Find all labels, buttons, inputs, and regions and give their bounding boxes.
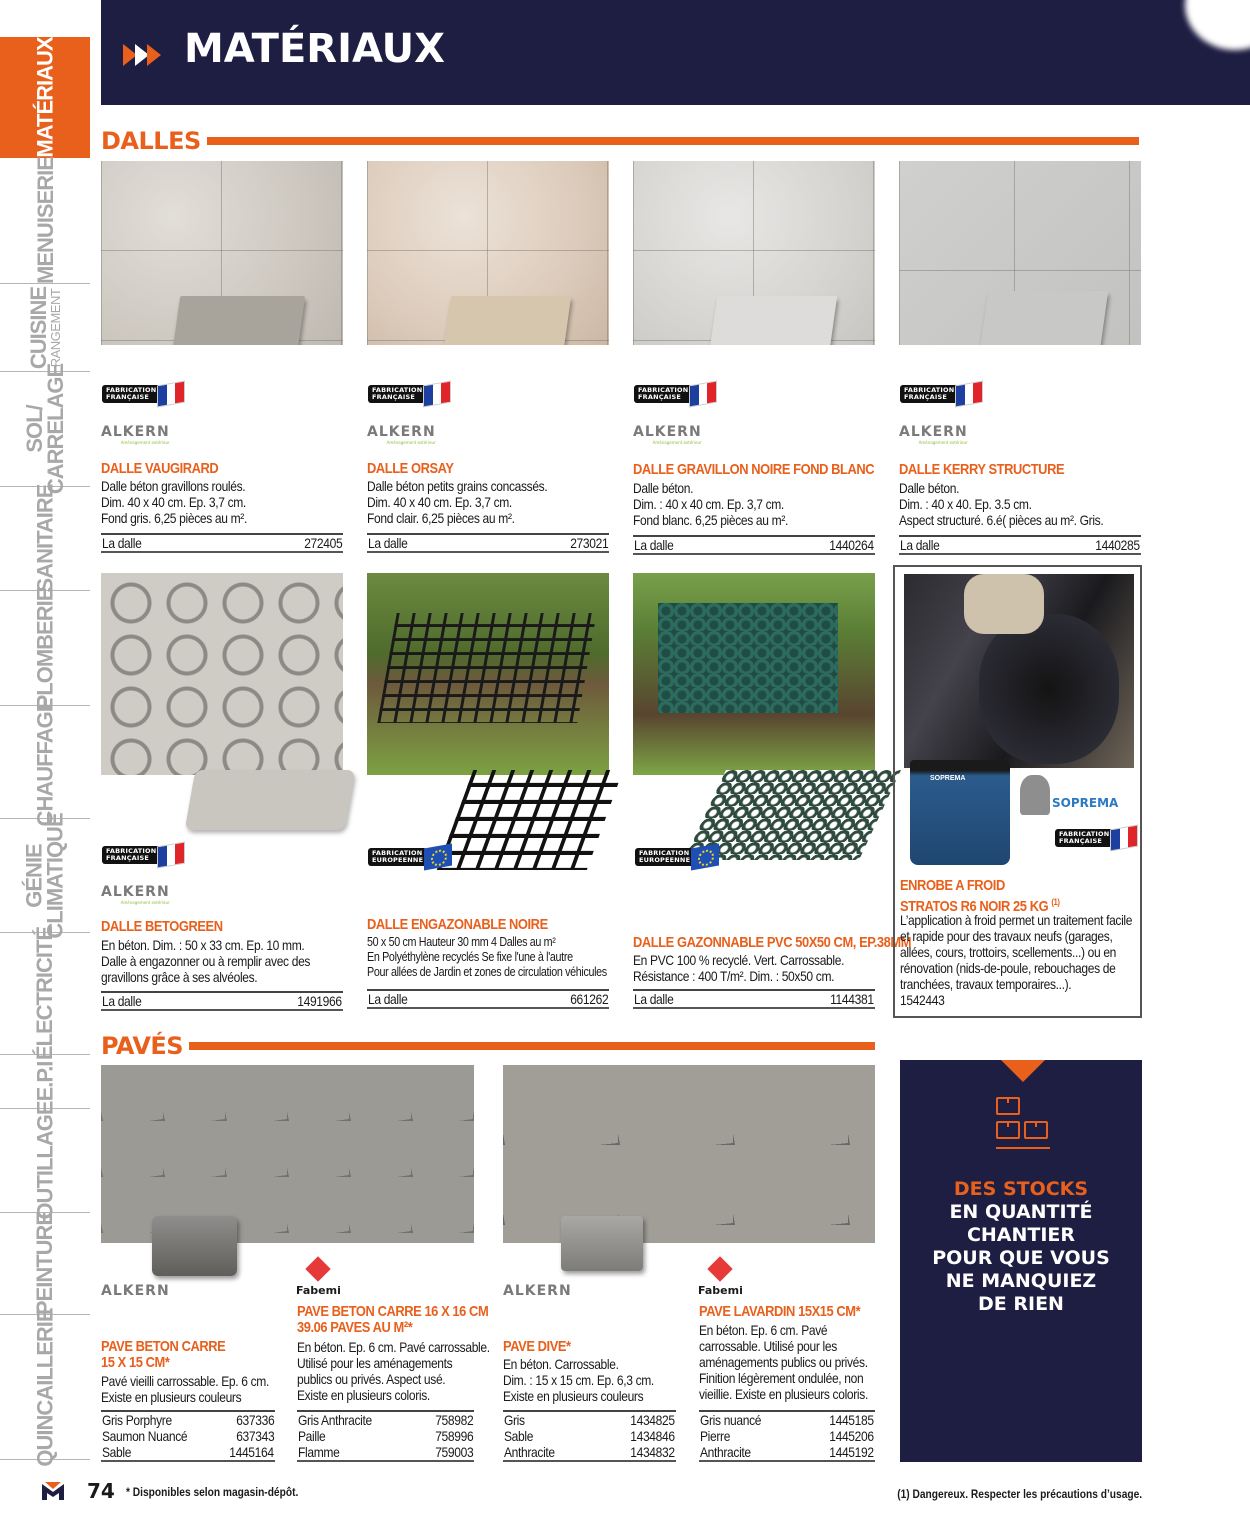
slab-image (980, 291, 1108, 345)
tab-label: ÉLECTRICITÉ (32, 926, 58, 1061)
variant-row: Sable 1445164 (102, 1444, 274, 1460)
product-description: En béton. Carrossable. Dim. : 15 x 15 cm. Ep. 6,3 cm. Existe en plusieurs couleurs (503, 1356, 654, 1404)
hex-grid (658, 603, 838, 713)
tab-label: QUINCAILLERIE (32, 1307, 58, 1467)
variant-table (503, 1410, 676, 1462)
reference-table (367, 989, 609, 1009)
product-image-pave-dive (503, 1065, 875, 1243)
tab-label-sub: RANGEMENT (48, 288, 63, 367)
french-flag-icon (1110, 825, 1138, 852)
variant-row: Anthracite 1445192 (700, 1444, 874, 1460)
tab-label: CHAUFFAGE (32, 698, 58, 826)
variant-row: Gris 1434825 (504, 1412, 675, 1428)
sidebar-item-genie-climatique[interactable] (0, 812, 90, 939)
variant-row: Gris nuancé 1445185 (700, 1412, 874, 1428)
product-title: DALLE ENGAZONABLE NOIRE (367, 916, 548, 933)
product-description: Pavé vieilli carrossable. Ep. 6 cm. Existe en plusieurs couleurs (101, 1373, 269, 1405)
engazonable-slab-image (437, 770, 623, 870)
asphalt-bag (979, 614, 1119, 764)
side-nav (0, 0, 90, 1470)
pave-sample-image (561, 1216, 643, 1271)
badge-fabrication-europeenne: FABRICATION EUROPEENNE (368, 846, 452, 868)
promo-text: DES STOCKS EN QUANTITÉ CHANTIER POUR QUE VOUS NE MANQUIEZ DE RIEN (932, 1178, 1110, 1315)
reference-row: La dalle 661262 (368, 991, 608, 1007)
tab-label (28, 286, 62, 368)
slab-image (172, 296, 305, 345)
tab-label-main: GÉNIE (22, 843, 47, 908)
badge-fabrication-francaise: FABRICATION FRANÇAISE (368, 383, 451, 405)
footnote-danger: (1) Dangereux. Respecter les précautions d’usage. (897, 1487, 1142, 1501)
product-title: PAVE BETON CARRE 15 X 15 CM* (101, 1338, 226, 1371)
tab-label-sub: CLIMATIQUE (43, 812, 68, 939)
tab-label-main: SOL/ (22, 405, 47, 453)
alkern-logo: ALKERN Aménagement extérieur (101, 884, 170, 905)
double-chevron-right-icon (123, 44, 159, 66)
section-title-dalles (101, 127, 1139, 155)
alkern-logo: ALKERN Aménagement extérieur (367, 424, 436, 445)
product-title: DALLE KERRY STRUCTURE (899, 461, 1065, 478)
tab-label: OUTILLAGE (32, 1101, 58, 1220)
product-description: Dalle béton. Dim. : 40 x 40 cm. Ep. 3,7 cm. Fond blanc. 6,25 pièces au m². (633, 480, 789, 528)
product-image-engazonable (367, 573, 609, 775)
french-flag-icon (157, 842, 185, 869)
variant-table (101, 1410, 275, 1462)
sidebar-item-outillage[interactable] (0, 1101, 90, 1220)
product-description: Dalle béton gravillons roulés. Dim. 40 x 40 cm. Ep. 3,7 cm. Fond gris. 6,25 pièces au m². (101, 478, 247, 526)
glove (964, 574, 1044, 634)
product-description: Dalle béton petits grains concassés. Dim. 40 x 40 cm. Ep. 3,7 cm. Fond clair. 6,25 pièces au m². (367, 478, 548, 526)
slab-image (443, 296, 571, 345)
badge-fabrication-francaise: FABRICATION FRANÇAISE (102, 844, 185, 866)
variant-row: Saumon Nuancé 637343 (102, 1428, 274, 1444)
stacked-boxes-icon (996, 1097, 1054, 1149)
reference-row: La dalle 1440264 (634, 537, 874, 553)
sidebar-item-peinture[interactable] (0, 1213, 90, 1315)
alkern-logo: ALKERN Aménagement extérieur (101, 424, 170, 445)
product-title: PAVE LAVARDIN 15X15 CM* (699, 1303, 861, 1320)
triangle-pointer-icon (1001, 1060, 1045, 1082)
variant-row: Pierre 1445206 (700, 1428, 874, 1444)
enrobe-bucket-image: SOPREMA (910, 760, 1010, 865)
section-title-text: PAVÉS (101, 1032, 184, 1060)
product-description: 50 x 50 cm Hauteur 30 mm 4 Dalles au m² En Polyéthylène recyclés Se fixe l'une à l'autre Pour allées de Jardin et zones de circulation véhicules (367, 935, 607, 979)
product-title: DALLE GRAVILLON NOIRE FOND BLANC (633, 461, 875, 478)
soprema-logo: SOPREMA (1052, 796, 1119, 810)
sidebar-item-materiaux[interactable] (0, 37, 90, 158)
product-description: En béton. Ep. 6 cm. Pavé carrossable. Utilisé pour les aménagements publics ou privés. Aspect usé. Existe en plusieurs coloris. (297, 1339, 490, 1403)
product-title: PAVE BETON CARRE 16 X 16 CM 39.06 PAVES AU M²* (297, 1303, 489, 1336)
product-image-betogreen (101, 573, 343, 775)
section-divider (189, 1042, 875, 1050)
french-flag-icon (157, 381, 185, 408)
product-title: DALLE VAUGIRARD (101, 460, 219, 477)
french-flag-icon (689, 381, 717, 408)
reference-table (101, 991, 343, 1011)
tab-label: PEINTURE (32, 1211, 58, 1316)
reference-table (633, 535, 875, 555)
variant-row: Flamme 759003 (298, 1444, 473, 1460)
variant-row: Sable 1434846 (504, 1428, 675, 1444)
product-image-enrobe (904, 574, 1134, 768)
product-title: PAVE DIVE* (503, 1338, 571, 1355)
tab-label: E.P.I (32, 1061, 58, 1102)
tab-label: SANITAIRE (32, 484, 58, 593)
reference-row: La dalle 1491966 (102, 993, 342, 1009)
product-image-orsay (367, 161, 609, 345)
brand-m-logo-icon (42, 1482, 64, 1500)
sidebar-item-sol-carrelage[interactable] (0, 363, 90, 495)
betogreen-slab-image (185, 770, 356, 830)
reference-row: La dalle 272405 (102, 535, 342, 551)
product-description: En béton. Dim. : 50 x 33 cm. Ep. 10 mm. Dalle à engazonner ou à remplir avec des gravillons grâce à ses alvéoles. (101, 937, 311, 985)
sidebar-item-chauffage[interactable] (0, 698, 90, 826)
tab-label-sub: CARRELAGE (43, 363, 68, 495)
grass-grid (377, 613, 596, 723)
reference-table (367, 533, 609, 553)
fabemi-logo: Fabemi (296, 1260, 341, 1297)
product-title: DALLE GAZONNABLE PVC 50X50 CM, EP.38MM (633, 934, 912, 951)
product-description: En PVC 100 % recyclé. Vert. Carrossable. Résistance : 400 T/m². Dim. : 50x50 cm. (633, 952, 845, 984)
tab-label: PLOMBERIE (32, 587, 58, 709)
product-image-vaugirard (101, 161, 343, 345)
tab-label (24, 364, 66, 494)
footnote-availability: * Disponibles selon magasin-dépôt. (126, 1485, 299, 1499)
reference-row: La dalle 1440285 (900, 537, 1140, 553)
reference-table (633, 989, 875, 1009)
product-description: En béton. Ep. 6 cm. Pavé carrossable. Utilisé pour les aménagements publics ou privés. Finition légèrement ondulée, non vieillie. Existe en plusieurs coloris. (699, 1322, 868, 1402)
variant-table (699, 1410, 875, 1462)
soprema-mammoth-icon (1020, 775, 1050, 815)
product-title: ENROBE A FROID STRATOS R6 NOIR 25 KG $^{(1)}$ (900, 877, 1060, 915)
promo-stocks-banner (900, 1060, 1142, 1462)
badge-fabrication-europeenne: FABRICATION EUROPEENNE (635, 846, 719, 868)
page-header (101, 0, 1250, 105)
french-flag-icon (423, 381, 451, 408)
reference-table (101, 533, 343, 553)
tab-label (24, 813, 66, 938)
section-title-paves (101, 1032, 875, 1060)
product-image-gazonnable (633, 573, 875, 775)
variant-table (297, 1410, 474, 1462)
variant-row: Gris Porphyre 637336 (102, 1412, 274, 1428)
tab-label: MATÉRIAUX (32, 37, 58, 158)
badge-fabrication-francaise: FABRICATION FRANÇAISE (634, 383, 717, 405)
slab-image (709, 296, 837, 345)
sidebar-item-plomberie[interactable] (0, 587, 90, 709)
reference-table (899, 535, 1141, 555)
section-divider (207, 137, 1139, 145)
badge-fabrication-francaise: FABRICATION FRANÇAISE (102, 383, 185, 405)
product-image-kerry (899, 161, 1141, 345)
fabemi-shell-icon (306, 1256, 331, 1281)
product-description: L’application à froid permet un traitement facile et rapide pour des travaux neufs (garages, allées, cours, trottoirs, scellements...) ou en rénovation (nids-de-poule, rebouchages de tranchées, travaux temporaires...). 1542443 (900, 912, 1133, 1008)
product-title: DALLE ORSAY (367, 460, 454, 477)
tab-label-main: CUISINE (26, 286, 51, 369)
reference-row: La dalle 273021 (368, 535, 608, 551)
badge-fabrication-francaise: FABRICATION FRANÇAISE (1055, 827, 1138, 849)
section-title-text: DALLES (101, 127, 201, 155)
page-title: MATÉRIAUX (184, 26, 445, 72)
sidebar-item-quincaillerie[interactable] (0, 1307, 90, 1467)
sidebar-item-cuisine[interactable] (0, 284, 90, 372)
page-number: 74 (87, 1479, 115, 1503)
decorative-blob (1185, 0, 1250, 50)
product-image-gravillon (633, 161, 875, 345)
eu-flag-icon (424, 844, 452, 871)
alkern-logo: ALKERN Aménagement extérieur (899, 424, 968, 445)
reference-row: La dalle 1144381 (634, 991, 874, 1007)
sidebar-item-electricite[interactable] (0, 926, 90, 1061)
alkern-logo: ALKERN (101, 1283, 170, 1299)
variant-row: Paille 758996 (298, 1428, 473, 1444)
tab-label: MENUISERIE (32, 157, 58, 284)
fabemi-logo: Fabemi (698, 1260, 743, 1297)
sidebar-item-menuiserie[interactable] (0, 158, 90, 284)
product-title: DALLE BETOGREEN (101, 918, 223, 935)
alkern-logo: ALKERN (503, 1283, 572, 1299)
product-reference: 1542443 (900, 992, 945, 1008)
badge-fabrication-francaise: FABRICATION FRANÇAISE (900, 383, 983, 405)
eu-flag-icon (691, 844, 719, 871)
variant-row: Anthracite 1434832 (504, 1444, 675, 1460)
alkern-logo: ALKERN Aménagement extérieur (633, 424, 702, 445)
product-description: Dalle béton. Dim. : 40 x 40. Ep. 3.5 cm. Aspect structuré. 6.é( pièces au m². Gris. (899, 480, 1104, 528)
sidebar-item-sanitaire[interactable] (0, 484, 90, 593)
fabemi-shell-icon (708, 1256, 733, 1281)
french-flag-icon (955, 381, 983, 408)
variant-row: Gris Anthracite 758982 (298, 1412, 473, 1428)
pave-sample-image (152, 1216, 237, 1276)
